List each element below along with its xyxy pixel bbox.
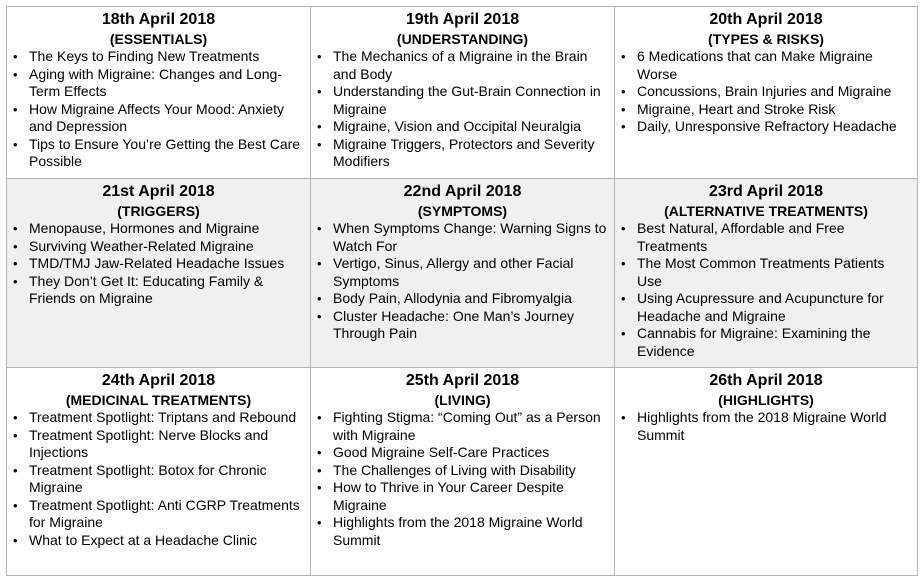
topic-title: Cannabis for Migraine: Examining the Evidence [637, 325, 871, 359]
topic-title: The Challenges of Living with Disability [333, 461, 576, 478]
day-date: 18th April 2018 [101, 11, 216, 28]
bullet-icon: • [317, 480, 322, 495]
bullet-icon: • [621, 221, 626, 236]
topic-list [619, 48, 913, 136]
bullet-icon: • [317, 136, 322, 152]
day-theme: (HIGHLIGHTS) [718, 392, 814, 408]
list-item [315, 220, 610, 255]
topic-title: Understanding the Gut-Brain Connection in Migraine [333, 83, 601, 117]
day-date: 25th April 2018 [405, 372, 520, 389]
topic-title: Good Migraine Self-Care Practices [333, 444, 550, 460]
topic-title: What to Expect at a Headache Clinic [29, 531, 258, 548]
list-item [11, 66, 306, 101]
day-cell [311, 179, 615, 368]
list-item [315, 48, 610, 83]
day-cell [311, 7, 615, 179]
bullet-icon: • [13, 238, 18, 254]
bullet-icon: • [13, 49, 18, 64]
topic-title: Treatment Spotlight: Triptans and Rebound [29, 409, 297, 425]
topic-title: Cluster Headache: One Man’s Journey Through Pain [333, 307, 574, 341]
topic-title: Highlights from the 2018 Migraine World Summit [637, 409, 887, 443]
bullet-icon: • [621, 84, 626, 99]
bullet-icon: • [13, 136, 18, 152]
bullet-icon: • [621, 256, 626, 271]
bullet-icon: • [317, 84, 322, 99]
topic-title: When Symptoms Change: Warning Signs to Watch For [333, 220, 607, 254]
list-item [11, 238, 306, 256]
bullet-icon: • [317, 308, 322, 324]
topic-title: Using Acupressure and Acupuncture for Headache and Migraine [637, 290, 884, 324]
topic-title: Menopause, Hormones and Migraine [29, 220, 260, 236]
topic-title: Best Natural, Affordable and Free Treatments [637, 220, 845, 254]
list-item [315, 479, 610, 514]
day-date: 22nd April 2018 [403, 183, 522, 200]
topic-title: Migraine, Vision and Occipital Neuralgia [333, 118, 581, 134]
topic-title: Concussions, Brain Injuries and Migraine [637, 83, 892, 99]
list-item [315, 462, 610, 480]
topic-title: Vertigo, Sinus, Allergy and other Facial Symptoms [333, 255, 574, 289]
list-item [619, 220, 913, 255]
topic-list [315, 409, 610, 549]
day-cell [7, 368, 311, 576]
day-cell [615, 7, 918, 179]
day-cell [615, 179, 918, 368]
list-item [11, 427, 306, 462]
list-item [11, 48, 306, 66]
bullet-icon: • [13, 101, 18, 117]
day-theme: (TRIGGERS) [117, 203, 200, 219]
schedule-row [7, 179, 918, 368]
bullet-icon: • [317, 256, 322, 271]
bullet-icon: • [621, 101, 626, 117]
list-item [619, 290, 913, 325]
day-theme: (MEDICINAL TREATMENTS) [65, 392, 252, 408]
day-date: 24th April 2018 [101, 372, 216, 389]
list-item [315, 118, 610, 136]
topic-list [11, 48, 306, 171]
topic-title: Treatment Spotlight: Anti CGRP Treatments for Migraine [29, 496, 300, 530]
bullet-icon: • [621, 119, 626, 134]
topic-title: Treatment Spotlight: Botox for Chronic Migraine [29, 461, 267, 495]
day-theme: (UNDERSTANDING) [396, 31, 529, 47]
list-item [619, 325, 913, 360]
list-item [11, 255, 306, 273]
topic-title: Migraine, Heart and Stroke Risk [637, 100, 836, 117]
topic-list [315, 48, 610, 171]
day-date: 21st April 2018 [102, 183, 215, 200]
day-theme: (TYPES & RISKS) [708, 31, 824, 47]
bullet-icon: • [13, 532, 18, 548]
bullet-icon: • [13, 66, 18, 82]
list-item [11, 101, 306, 136]
topic-title: The Most Common Treatments Patients Use [637, 255, 885, 289]
schedule-row [7, 7, 918, 179]
schedule-grid [6, 6, 918, 576]
topic-list [619, 409, 913, 444]
topic-title: Body Pain, Allodynia and Fibromyalgia [333, 290, 572, 306]
bullet-icon: • [621, 291, 626, 306]
topic-title: The Keys to Finding New Treatments [29, 48, 260, 64]
topic-title: Surviving Weather-Related Migraine [29, 237, 254, 254]
bullet-icon: • [13, 462, 18, 478]
schedule-row [7, 368, 918, 576]
bullet-icon: • [317, 462, 322, 478]
topic-title: Fighting Stigma: “Coming Out” as a Person with Migraine [333, 409, 601, 443]
day-theme: (ESSENTIALS) [109, 31, 208, 47]
bullet-icon: • [317, 515, 322, 530]
topic-title: How to Thrive in Your Career Despite Migraine [333, 479, 564, 513]
day-theme: (SYMPTOMS) [417, 203, 508, 219]
list-item [11, 136, 306, 171]
topic-title: The Mechanics of a Migraine in the Brain and Body [333, 48, 588, 82]
day-date: 23rd April 2018 [708, 183, 824, 200]
list-item [619, 48, 913, 83]
topic-title: Treatment Spotlight: Nerve Blocks and Injections [29, 426, 269, 460]
day-cell [7, 7, 311, 179]
day-theme: (LIVING) [434, 392, 491, 408]
topic-list [619, 220, 913, 360]
bullet-icon: • [13, 427, 18, 443]
bullet-icon: • [13, 221, 18, 236]
list-item [315, 514, 610, 549]
list-item [619, 101, 913, 119]
bullet-icon: • [317, 445, 322, 460]
list-item [315, 308, 610, 343]
list-item [619, 118, 913, 136]
list-item [11, 273, 306, 308]
list-item [11, 220, 306, 238]
list-item [315, 444, 610, 462]
topic-list [315, 220, 610, 343]
topic-title: Tips to Ensure You’re Getting the Best Care Possible [29, 135, 301, 169]
topic-title: How Migraine Affects Your Mood: Anxiety and Depression [29, 100, 284, 134]
list-item [11, 409, 306, 427]
bullet-icon: • [621, 49, 626, 64]
list-item [315, 83, 610, 118]
day-date: 20th April 2018 [709, 11, 823, 28]
day-cell [311, 368, 615, 576]
topic-title: Daily, Unresponsive Refractory Headache [637, 118, 897, 134]
day-cell [7, 179, 311, 368]
bullet-icon: • [317, 291, 322, 306]
bullet-icon: • [13, 497, 18, 513]
topic-title: Highlights from the 2018 Migraine World Summit [333, 514, 583, 548]
list-item [315, 290, 610, 308]
topic-title: Aging with Migraine: Changes and Long-Term Effects [29, 65, 282, 99]
bullet-icon: • [317, 410, 322, 425]
bullet-icon: • [13, 256, 18, 271]
list-item [11, 497, 306, 532]
topic-title: Migraine Triggers, Protectors and Severity Modifiers [333, 135, 595, 169]
topic-list [11, 220, 306, 308]
list-item [315, 409, 610, 444]
list-item [619, 255, 913, 290]
topic-title: 6 Medications that can Make Migraine Worse [637, 48, 873, 82]
list-item [619, 83, 913, 101]
list-item [11, 532, 306, 550]
list-item [619, 409, 913, 444]
bullet-icon: • [13, 273, 18, 289]
list-item [315, 255, 610, 290]
topic-title: They Don’t Get It: Educating Family & Friends on Migraine [29, 272, 264, 306]
bullet-icon: • [621, 410, 626, 425]
topic-title: TMD/TMJ Jaw-Related Headache Issues [29, 255, 285, 271]
topic-list [11, 409, 306, 549]
day-cell [615, 368, 918, 576]
day-date: 26th April 2018 [709, 372, 823, 389]
bullet-icon: • [317, 49, 322, 64]
day-date: 19th April 2018 [405, 11, 520, 28]
bullet-icon: • [317, 119, 322, 134]
list-item [11, 462, 306, 497]
bullet-icon: • [317, 221, 322, 236]
day-theme: (ALTERNATIVE TREATMENTS) [664, 203, 868, 219]
bullet-icon: • [621, 326, 626, 341]
bullet-icon: • [13, 410, 18, 425]
list-item [315, 136, 610, 171]
